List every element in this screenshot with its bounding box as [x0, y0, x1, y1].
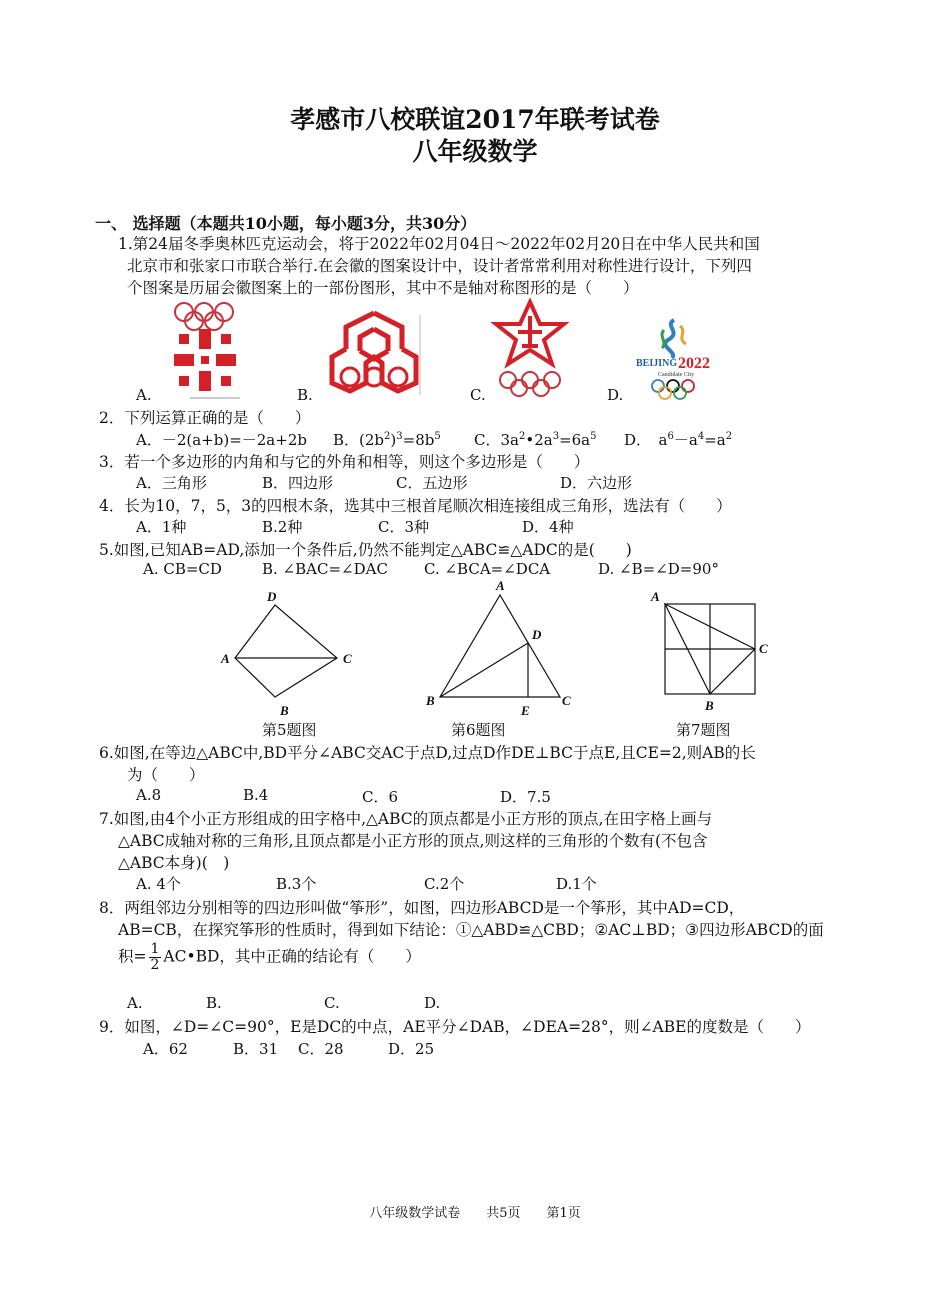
fig6-label-d: D: [532, 627, 542, 642]
q9-stem: 9．如图，∠D=∠C=90°，E是DC的中点，AE平分∠DAB，∠DEA=28°，则∠ABE的度数是（ ）: [99, 1018, 811, 1036]
q1-option-a: A.: [136, 386, 152, 404]
q9-option-a: A．62: [143, 1040, 188, 1058]
figure-5-caption: 第5题图: [262, 721, 317, 739]
q7-option-d: D.1个: [556, 875, 597, 893]
q8-option-b: B.: [206, 994, 222, 1012]
exam-subtitle: 八年级数学: [412, 137, 538, 166]
logo-c-calgary: [490, 298, 570, 398]
figure-7-caption: 第7题图: [676, 721, 731, 739]
q5-option-c: C. ∠BCA=∠DCA: [424, 560, 551, 578]
fig5-label-d: D: [267, 589, 277, 604]
q4-option-b: B.2种: [262, 518, 303, 536]
q7-option-a: A. 4个: [136, 875, 181, 893]
fig7-label-b: B: [705, 698, 714, 713]
q9-option-c: C．28: [298, 1040, 344, 1058]
q7-line-1: 7.如图,由4个小正方形组成的田字格中,△ABC的顶点都是小正方形的顶点,在田字格上画与: [99, 810, 713, 828]
q3-option-b: B．四边形: [262, 474, 334, 492]
q1-line-1: 1.第24届冬季奥林匹克运动会，将于2022年02月04日～2022年02月20日在中华人民共和国: [118, 235, 760, 253]
fig5-label-a: A: [221, 651, 230, 666]
fig6-label-b: B: [426, 693, 435, 708]
q1-option-b: B.: [297, 386, 313, 404]
figure-5-kite: [215, 585, 365, 720]
q8-option-c: C.: [324, 994, 340, 1012]
fig6-label-e: E: [521, 703, 530, 718]
figure-6-triangle: [420, 575, 580, 720]
fig5-label-c: C: [343, 651, 352, 666]
q6-option-b: B.4: [243, 786, 269, 804]
q2-option-b: B．$(2b^2)^3=8b^5$: [333, 431, 441, 449]
q8-line-3: 积= $\frac{1}{2}$ AC•BD，其中正确的结论有（ ）: [118, 941, 421, 973]
q9-option-d: D．25: [388, 1040, 435, 1058]
fig6-label-c: C: [562, 693, 571, 708]
fig7-label-a: A: [651, 589, 660, 604]
fig5-label-b: B: [280, 703, 289, 718]
q2-stem: 2．下列运算正确的是（ ）: [99, 409, 311, 427]
q3-stem: 3．若一个多边形的内角和与它的外角和相等，则这个多边形是（ ）: [99, 453, 590, 471]
q1-line-3: 个图案是历届会徽图案上的一部份图形，其中不是轴对称图形的是（ ）: [127, 279, 639, 297]
section-heading: 一、 选择题（本题共10小题，每小题3分，共30分）: [95, 214, 477, 233]
q5-option-b: B. ∠BAC=∠DAC: [262, 560, 388, 578]
figure-6-caption: 第6题图: [451, 721, 506, 739]
page-footer: 八年级数学试卷 共5页 第1页: [369, 1206, 581, 1221]
logo-d-sub: Candidate City: [658, 372, 695, 378]
q1-option-d: D.: [607, 386, 624, 404]
q4-stem: 4．长为10，7，5，3的四根木条，选其中三根首尾顺次相连接组成三角形，选法有（ ）: [99, 497, 732, 515]
fig6-label-a: A: [496, 578, 505, 593]
q8-fraction: $\frac{1}{2}$: [150, 941, 160, 973]
q1-option-c: C.: [470, 386, 486, 404]
fig7-label-c: C: [759, 641, 768, 656]
q2-option-a: A．－2(a+b)=－2a+2b: [136, 431, 307, 449]
q4-option-d: D．4种: [522, 518, 574, 536]
q6-option-c: C．6: [362, 788, 399, 806]
logo-d-text: BEIJING: [636, 358, 678, 369]
q9-option-b: B．31: [233, 1040, 279, 1058]
logo-d-year: 2022: [678, 355, 710, 372]
q5-stem: 5.如图,已知AB=AD,添加一个条件后,仍然不能判定△ABC≌△ADC的是( ): [99, 541, 632, 559]
q6-line-2: 为（ ）: [127, 766, 205, 784]
q7-line-2: △ABC成轴对称的三角形,且顶点都是小正方形的顶点,则这样的三角形的个数有(不包含: [118, 832, 708, 850]
q4-option-c: C．3种: [378, 518, 430, 536]
q3-option-a: A．三角形: [136, 474, 207, 492]
logo-d-beijing: [628, 316, 724, 400]
q5-option-a: A. CB=CD: [143, 560, 222, 578]
exam-title: 孝感市八校联谊2017年联考试卷: [290, 105, 660, 134]
q6-line-1: 6.如图,在等边△ABC中,BD平分∠ABC交AC于点D,过点D作DE⊥BC于点E,且CE=2,则AB的长: [99, 744, 756, 762]
q8-option-d: D.: [424, 994, 441, 1012]
q6-option-a: A.8: [136, 786, 162, 804]
q8-line-2: AB=CB，在探究筝形的性质时，得到如下结论：①△ABD≌△CBD；②AC⊥BD；③四边形ABCD的面: [118, 921, 824, 939]
q2-option-c: C．$3a^2•2a^3=6a^5$: [474, 431, 597, 449]
q8-line-1: 8．两组邻边分别相等的四边形叫做“筝形”，如图，四边形ABCD是一个筝形，其中AD=CD，: [99, 899, 745, 917]
q5-option-d: D. ∠B=∠D=90°: [598, 560, 719, 578]
q1-line-2: 北京市和张家口市联合举行.在会徽的图案设计中，设计者常常利用对称性进行设计，下列四: [127, 257, 752, 275]
q6-option-d: D．7.5: [500, 788, 551, 806]
q7-line-3: △ABC本身)( ): [118, 854, 230, 872]
q3-option-d: D．六边形: [560, 474, 633, 492]
q8-option-a: A.: [127, 994, 143, 1012]
logo-a-sarajevo: [160, 298, 250, 400]
q7-option-b: B.3个: [276, 875, 317, 893]
q4-option-a: A．1种: [136, 518, 187, 536]
q3-option-c: C．五边形: [396, 474, 468, 492]
q2-option-d: D． $a^6-a^4=a^2$: [624, 431, 733, 449]
logo-b-montreal: [326, 305, 422, 397]
q7-option-c: C.2个: [424, 875, 465, 893]
figure-7-grid: [645, 588, 775, 718]
